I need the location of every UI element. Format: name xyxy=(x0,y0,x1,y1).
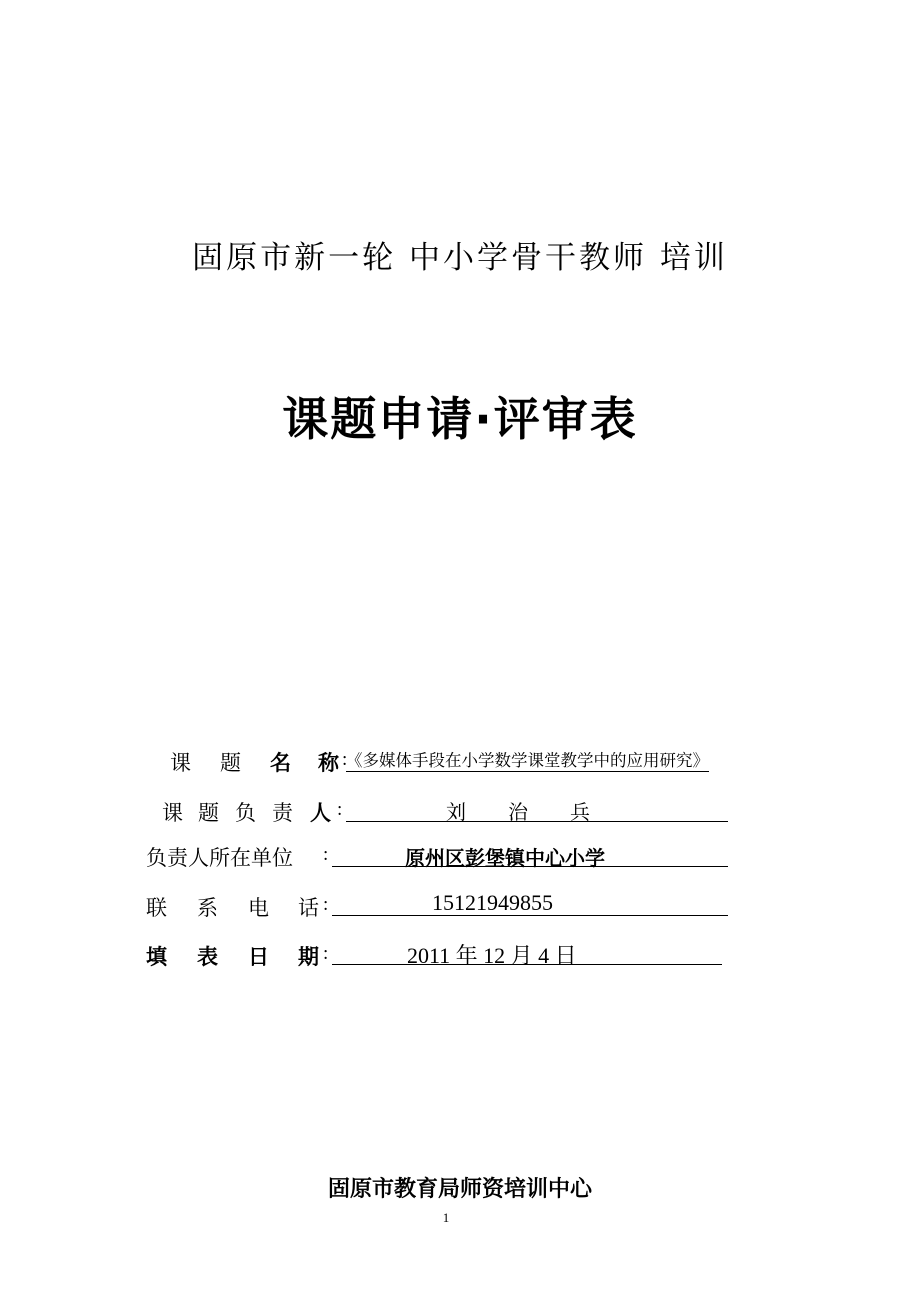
field-topic-label-char: 题 xyxy=(220,751,241,775)
footer-organization: 固原市教育局师资培训中心 xyxy=(327,1177,592,1202)
field-topic-value: 《多媒体手段在小学数学课堂教学中的应用研究》 xyxy=(346,751,709,770)
field-phone-label-char: 话 xyxy=(298,896,319,920)
field-date-label-char: 日 xyxy=(248,945,269,969)
field-leader-label-char: 人 xyxy=(310,801,331,825)
field-leader-value-char: 兵 xyxy=(570,800,590,824)
field-phone-label-char: 联 xyxy=(146,896,167,920)
field-topic-colon: : xyxy=(342,749,348,770)
page-number: 1 xyxy=(442,1210,450,1225)
field-unit-label: 负责人所在单位 xyxy=(146,846,293,870)
field-date-label-char: 填 xyxy=(146,945,167,969)
field-phone-value: 15121949855 xyxy=(432,890,553,915)
field-topic-label-char: 称 xyxy=(318,751,339,775)
document-subtitle: 固原市新一轮 中小学骨干教师 培训 xyxy=(192,240,728,276)
field-leader-label-char: 课 xyxy=(162,801,183,825)
field-date-colon: : xyxy=(323,943,329,964)
field-leader-label-char: 题 xyxy=(198,801,219,825)
document-title: 课题申请·评审表 xyxy=(282,392,638,446)
field-phone-colon: : xyxy=(323,894,329,915)
field-unit-colon: : xyxy=(323,844,329,865)
field-date-label-char: 表 xyxy=(197,945,218,969)
field-date-label-char: 期 xyxy=(298,945,319,969)
field-phone-label-char: 电 xyxy=(248,896,269,920)
field-topic-label-char: 课 xyxy=(170,751,191,775)
field-leader-underline xyxy=(346,821,728,822)
field-topic-label-char: 名 xyxy=(270,751,291,775)
field-phone-label-char: 系 xyxy=(197,896,218,920)
field-date-value: 2011 年 12 月 4 日 xyxy=(407,943,577,968)
field-leader-label-char: 责 xyxy=(272,801,293,825)
field-leader-value-char: 治 xyxy=(508,800,528,824)
field-leader-value-char: 刘 xyxy=(446,800,466,824)
field-leader-colon: : xyxy=(337,799,343,820)
field-unit-value: 原州区彭堡镇中心小学 xyxy=(405,846,605,870)
field-leader-label-char: 负 xyxy=(235,801,256,825)
